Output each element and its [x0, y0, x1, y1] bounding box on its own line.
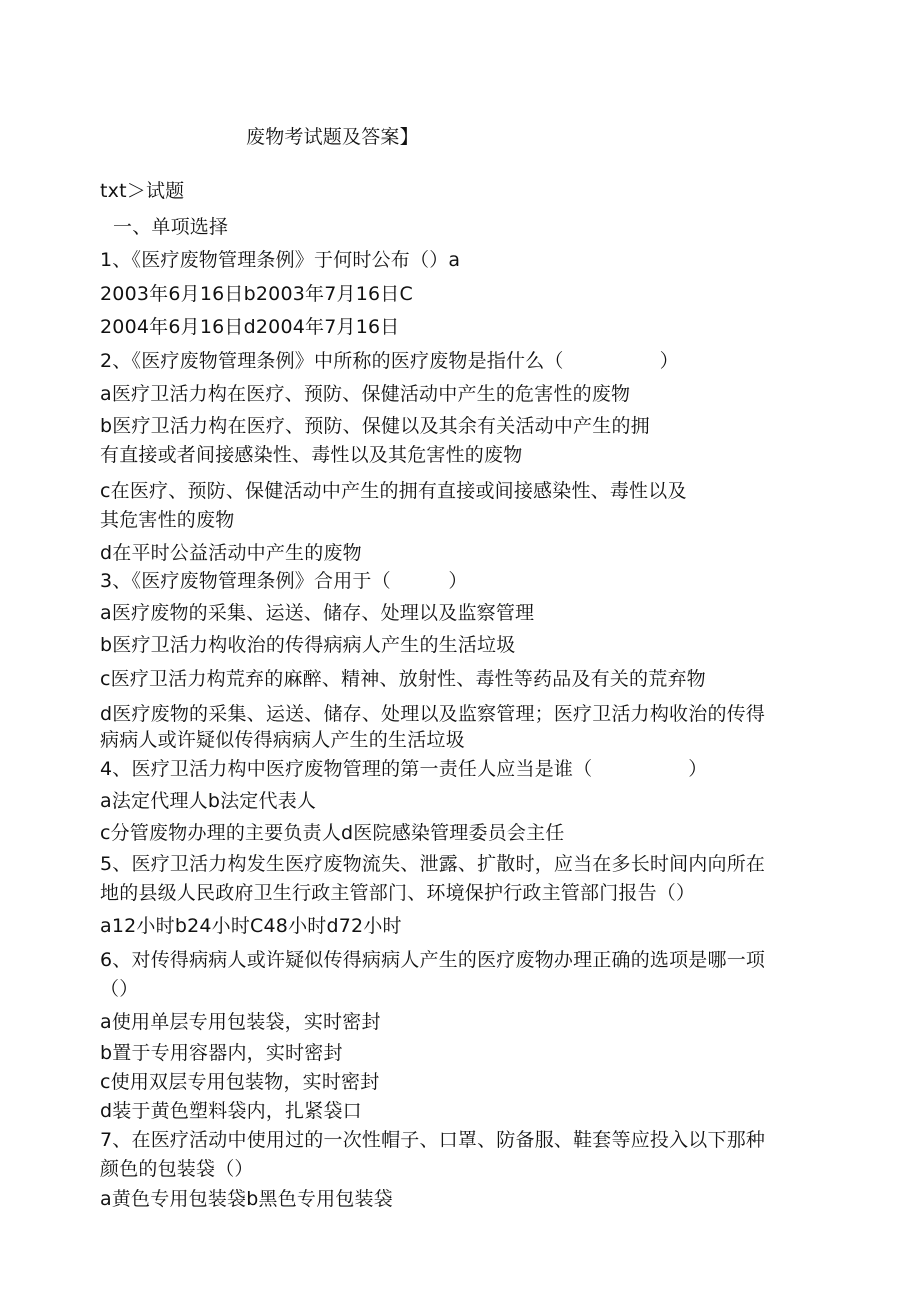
text-line: b医疗卫活力构在医疗、预防、保健以及其余有关活动中产生的拥 — [100, 415, 650, 437]
text-line: d装于黄色塑料袋内，扎紧袋口 — [100, 1100, 362, 1122]
text-line: c在医疗、预防、保健活动中产生的拥有直接或间接感染性、毒性以及 — [100, 480, 687, 502]
text-line: a医疗卫活力构在医疗、预防、保健活动中产生的危害性的废物 — [100, 383, 631, 405]
text-line: 地的县级人民政府卫生行政主管部门、环境保护行政主管部门报告（） — [100, 882, 696, 904]
text-line: 1、《医疗废物管理条例》于何时公布（）a — [100, 249, 461, 271]
text-line: 4、医疗卫活力构中医疗废物管理的第一责任人应当是谁（ ） — [100, 758, 708, 780]
text-line: （） — [100, 978, 139, 1000]
text-line: 2、《医疗废物管理条例》中所称的医疗废物是指什么（ ） — [100, 350, 679, 372]
text-line: a使用单层专用包装袋，实时密封 — [100, 1011, 381, 1033]
text-line: a医疗废物的采集、运送、储存、处理以及监察管理 — [100, 602, 535, 624]
text-line: c使用双层专用包装物，实时密封 — [100, 1071, 380, 1093]
text-line: a法定代理人b法定代表人 — [100, 790, 317, 812]
text-line: 2003年6月16日b2003年7月16日C — [100, 283, 413, 305]
text-line: c分管废物办理的主要负责人d医院感染管理委员会主任 — [100, 822, 565, 844]
text-line: a黄色专用包装袋b黑色专用包装袋 — [100, 1188, 393, 1210]
page-title: 废物考试题及答案】 — [246, 126, 419, 148]
text-line: 5、医疗卫活力构发生医疗废物流失、泄露、扩散时，应当在多长时间内向所在 — [100, 853, 766, 875]
text-line: 有直接或者间接感染性、毒性以及其危害性的废物 — [100, 444, 523, 466]
text-line: a12小时b24小时C48小时d72小时 — [100, 915, 402, 937]
text-line: 2004年6月16日d2004年7月16日 — [100, 316, 400, 338]
text-line: c医疗卫活力构荒弃的麻醉、精神、放射性、毒性等药品及有关的荒弃物 — [100, 668, 706, 690]
text-line: 病病人或许疑似传得病病人产生的生活垃圾 — [100, 729, 465, 751]
text-line: 7、在医疗活动中使用过的一次性帽子、口罩、防备服、鞋套等应投入以下那种 — [100, 1129, 766, 1151]
text-line: 其危害性的废物 — [100, 509, 235, 531]
text-line: d在平时公益活动中产生的废物 — [100, 542, 362, 564]
breadcrumb: txt＞试题 — [100, 180, 185, 202]
section-heading: 一、单项选择 — [113, 216, 229, 238]
text-line: 3、《医疗废物管理条例》合用于（ ） — [100, 570, 468, 592]
text-line: d医疗废物的采集、运送、储存、处理以及监察管理；医疗卫活力构收治的传得 — [100, 703, 766, 725]
text-line: b医疗卫活力构收治的传得病病人产生的生活垃圾 — [100, 634, 516, 656]
text-line: 6、对传得病病人或许疑似传得病病人产生的医疗废物办理正确的选项是哪一项 — [100, 949, 766, 971]
text-line: 颜色的包装袋（） — [100, 1158, 254, 1180]
text-line: b置于专用容器内，实时密封 — [100, 1042, 343, 1064]
